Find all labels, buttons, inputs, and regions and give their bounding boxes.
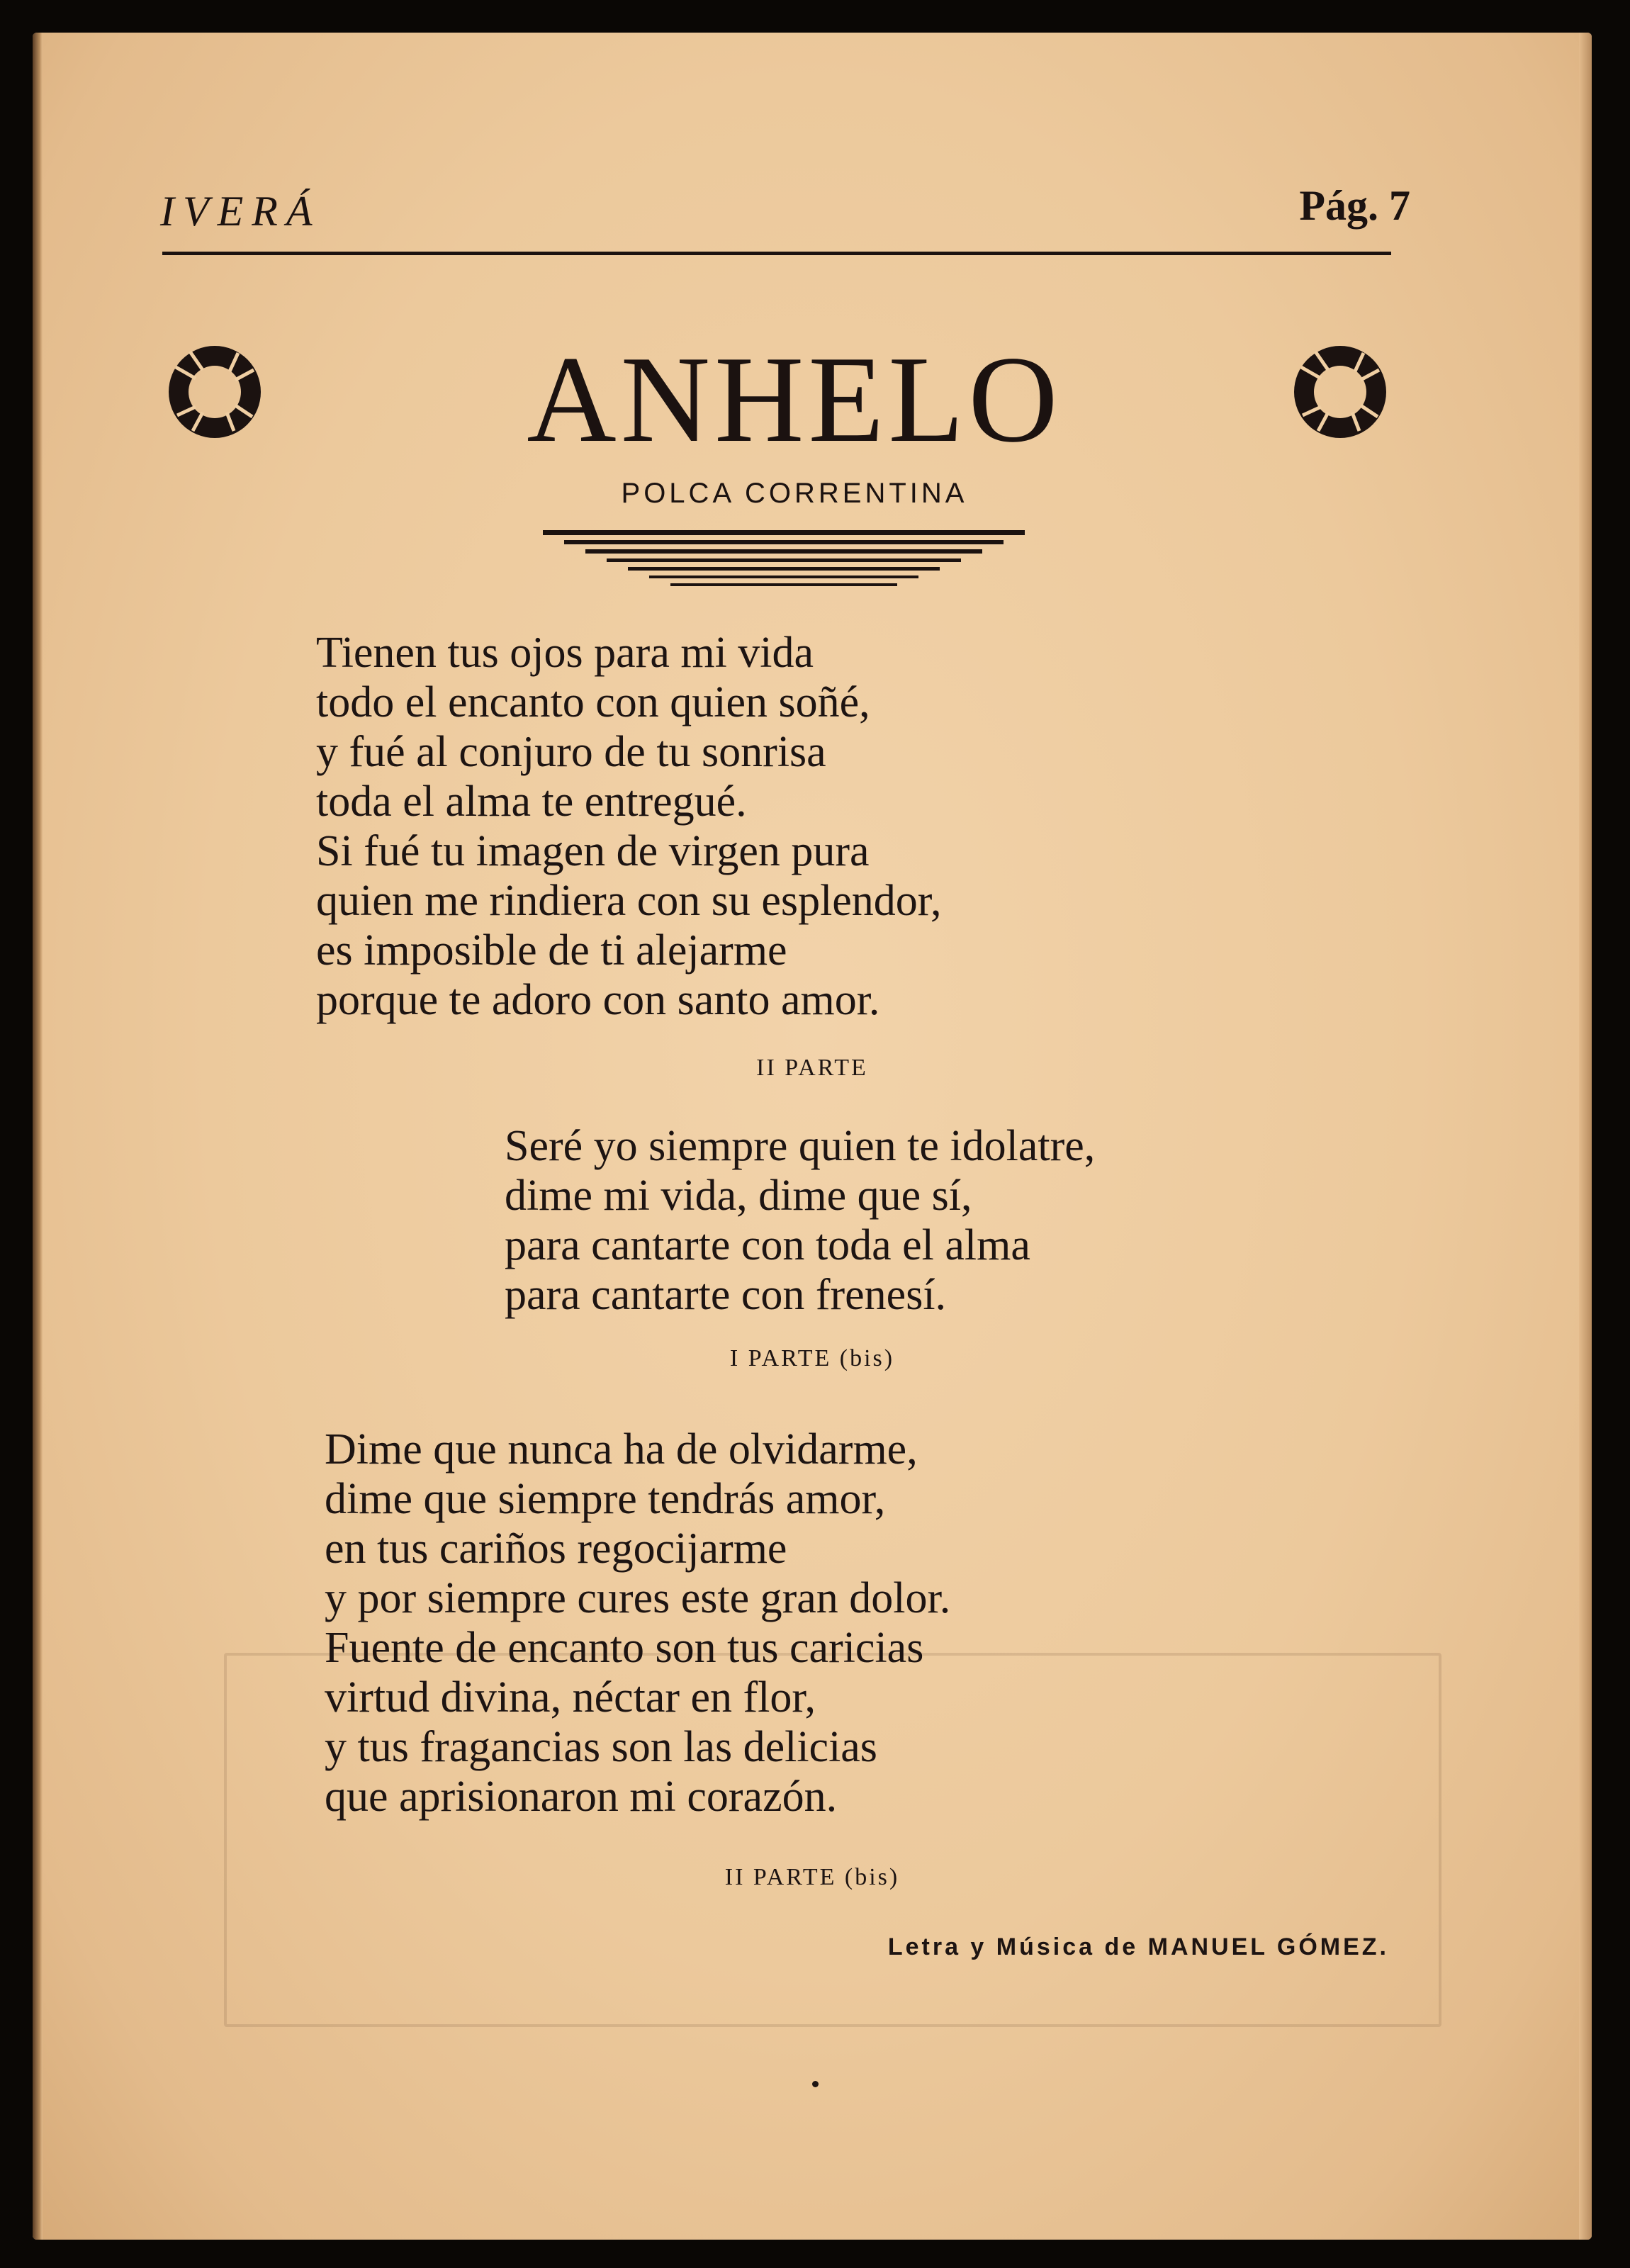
song-title: ANHELO [527,330,1062,468]
publication-name: IVERÁ [160,188,321,235]
verse-line: quien me rindiera con su esplendor, [316,877,942,925]
verse-line: es imposible de ti alejarme [316,926,787,975]
verse-line: porque te adoro con santo amor. [316,976,880,1024]
part-2-label: II PARTE [756,1055,868,1081]
stanza-1 [316,628,941,1025]
verse-line: dime que siempre tendrás amor, [325,1475,886,1523]
verse-line: para cantarte con frenesí. [505,1271,947,1319]
circular-bracket-ornament-icon [1287,339,1393,445]
verse-line: en tus cariños regocijarme [325,1525,787,1573]
verse-line: que aprisionaron mi corazón. [325,1773,838,1821]
verse-line: Seré yo siempre quien te idolatre, [505,1122,1096,1170]
verse-line: Dime que nunca ha de olvidarme, [325,1425,918,1473]
verse-line: virtud divina, néctar en flor, [325,1673,816,1722]
song-genre: POLCA CORRENTINA [621,478,968,509]
page-number: Pág. 7 [1299,182,1410,229]
verse-line: Si fué tu imagen de virgen pura [316,827,870,875]
ink-dot [812,2081,819,2087]
verse-line: para cantarte con toda el alma [505,1221,1030,1269]
verse-line: y tus fragancias son las delicias [325,1723,877,1771]
verse-line: toda el alma te entregué. [316,777,747,826]
part-1-bis-label: I PARTE (bis) [729,1345,895,1371]
verse-line: Tienen tus ojos para mi vida [316,629,814,677]
verse-line: y fué al conjuro de tu sonrisa [316,728,826,776]
header-rule [162,252,1391,255]
part-2-bis-label: II PARTE (bis) [724,1864,900,1890]
verse-line: todo el encanto con quien soñé, [316,678,870,726]
page [33,33,1592,2240]
stanza-3 [325,1425,950,1821]
verse-line: Fuente de encanto son tus caricias [325,1624,924,1672]
credits: Letra y Música de MANUEL GÓMEZ. [887,1933,1389,1960]
decorative-lines [543,527,1025,595]
verse-line: dime mi vida, dime que sí, [505,1172,972,1220]
stanza-2 [505,1121,1095,1320]
verse-line: y por siempre cures este gran dolor. [325,1574,951,1622]
